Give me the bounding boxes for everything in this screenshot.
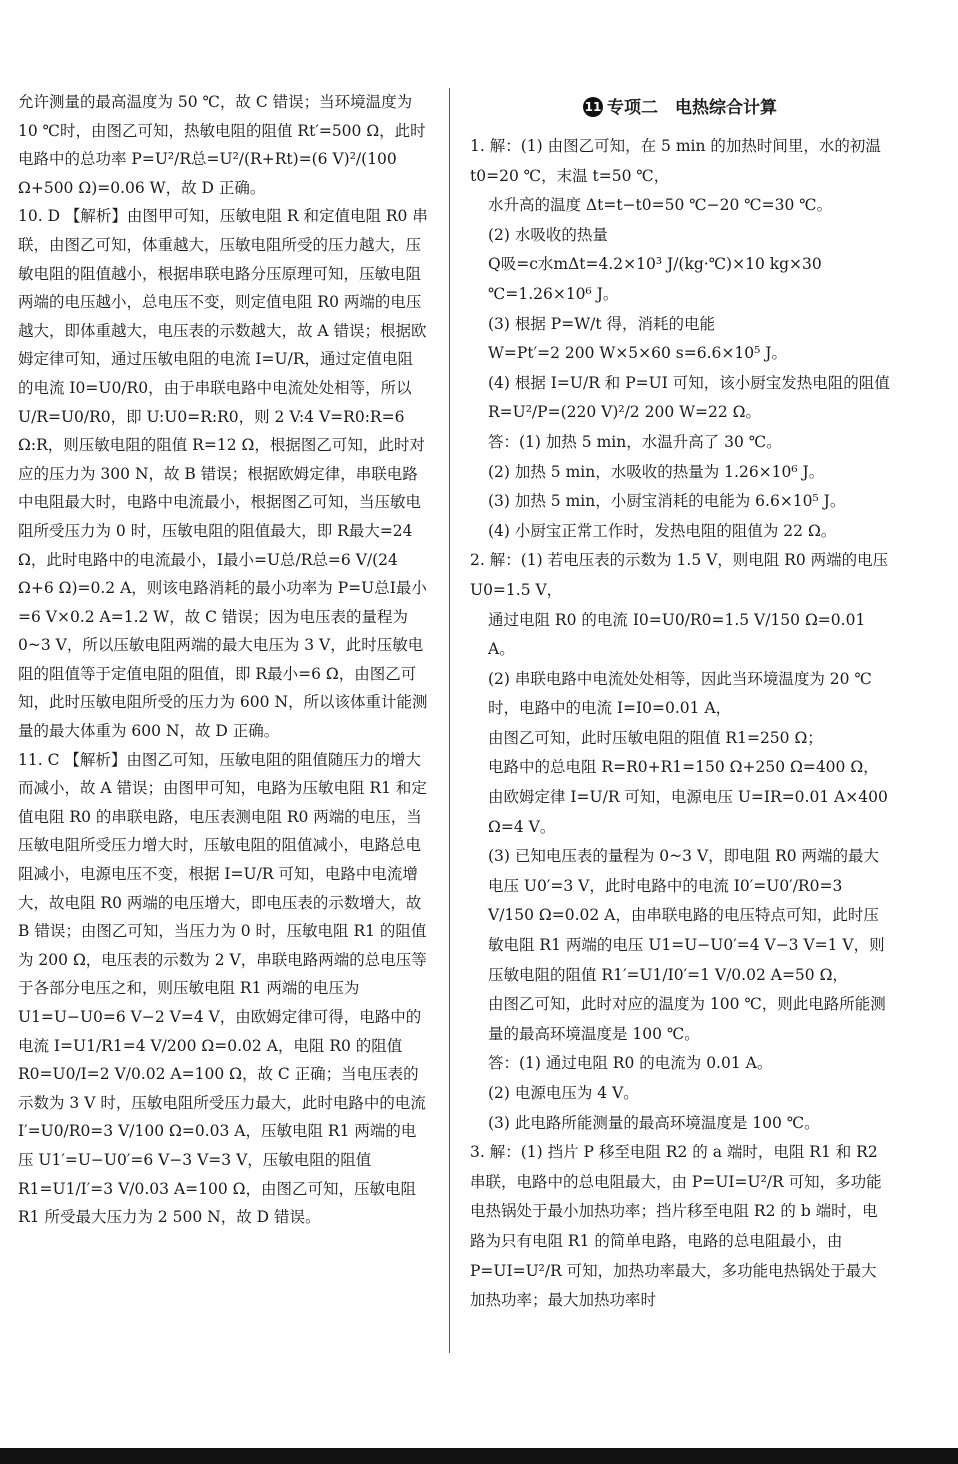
q2-answer: (3) 此电路所能测量的最高环境温度是 100 ℃。: [488, 1113, 820, 1132]
q2-answer: 答：(1) 通过电阻 R0 的电流为 0.01 A。: [488, 1054, 773, 1073]
q2-line: (3) 已知电压表的量程为 0~3 V，即电阻 R0 两端的最大电压 U0′=3 V，此时电路中的电流 I0′=U0′/R0=3 V/150 Ω=0.02 A，由串联电路的电压特点可知，此时压敏电阻 R1 两端的电压 U1=U−U0′=4 V−3 V=1 V，则压敏电阻的阻值 R1′=U1/I0′=1 V/0.02 A=50 Ω，: [488, 847, 885, 984]
q2-answer: (2) 电源电压为 4 V。: [488, 1084, 639, 1102]
q2-line: 电路中的总电阻 R=R0+R1=150 Ω+250 Ω=400 Ω，: [488, 758, 879, 777]
left-column: [18, 88, 428, 1232]
answer-11: 11. C 【解析】由图乙可知，压敏电阻的阻值随压力的增大而减小，故 A 错误；由图甲可知，电路为压敏电阻 R1 和定值电阻 R0 的串联电路，电压表测电阻 R0 两端的电压，当压敏电阻所受压力增大时，压敏电阻的阻值减小，电路总电阻减小，电源电压不变，根据 I=U/R 可知，电路中电流增大，故电阻 R0 两端的电压增大，即电压表的示数增大，故 B 错误；由图乙可知，当压力为 0 时，压敏电阻 R1 的阻值为 200 Ω，电压表的示数为 2 V，串联电路两端的总电压等于各部分电压之和，则压敏电阻 R1 两端的电压为 U1=U−U0=6 V−2 V=4 V，由欧姆定律可得，电路中的电流 I=U1/R1=4 V/200 Ω=0.02 A，电阻 R0 的阻值 R0=U0/I=2 V/0.02 A=100 Ω，故 C 正确；当电压表的示数为 3 V 时，压敏电阻所受压力最大，此时电路中的电流 I′=U0/R0=3 V/100 Ω=0.03 A，压敏电阻 R1 两端的电压 U1′=U−U0′=6 V−3 V=3 V，压敏电阻的阻值 R1=U1/I′=3 V/0.03 A=100 Ω，由图乙可知，压敏电阻 R1 所受最大压力为 2 500 N，故 D 错误。: [18, 750, 427, 1227]
page-bottom-edge: [0, 1448, 958, 1464]
q1-answer: (4) 小厨宝正常工作时，发热电阻的阻值为 22 Ω。: [488, 521, 837, 540]
q1-line: (4) 根据 I=U/R 和 P=UI 可知，该小厨宝发热电阻的阻值: [488, 373, 890, 392]
q1-line: (3) 根据 P=W/t 得，消耗的电能: [488, 314, 716, 333]
q1-line: 水升高的温度 Δt=t−t0=50 ℃−20 ℃=30 ℃。: [488, 196, 833, 215]
q1-answer: 答：(1) 加热 5 min，水温升高了 30 ℃。: [488, 432, 782, 451]
q1-answer: (2) 加热 5 min，水吸收的热量为 1.26×10⁶ J。: [488, 462, 825, 481]
q2-line: 通过电阻 R0 的电流 I0=U0/R0=1.5 V/150 Ω=0.01 A。: [488, 610, 866, 659]
para-cont: 允许测量的最高温度为 50 ℃，故 C 错误；当环境温度为 10 ℃时，由图乙可知，热敏电阻的阻值 Rt′=500 Ω，此时电路中的总功率 P=U²/R总=U²/(R+Rt)=(6 V)²/(100 Ω+500 Ω)=0.06 W，故 D 正确。: [18, 93, 426, 197]
q1-line: Q吸=c水mΔt=4.2×10³ J/(kg·℃)×10 kg×30 ℃=1.26×10⁶ J。: [488, 255, 822, 303]
section-title: [470, 88, 890, 128]
q3-line: 3. 解：(1) 挡片 P 移至电阻 R2 的 a 端时，电阻 R1 和 R2 串联，电路中的总电阻最大，由 P=UI=U²/R 可知，多功能电热锅处于最小加热功率；挡片移至电阻 R2 的 b 端时，电路为只有电阻 R1 的简单电路，电路的总电阻最小，由 P=UI=U²/R 可知，加热功率最大，多功能电热锅处于最大加热功率；最大加热功率时: [470, 1143, 882, 1310]
right-column: [470, 88, 890, 1316]
q1-line: W=Pt′=2 200 W×5×60 s=6.6×10⁵ J。: [488, 344, 787, 363]
q2-line: 由欧姆定律 I=U/R 可知，电源电压 U=IR=0.01 A×400 Ω=4 V。: [488, 788, 888, 836]
q1-line: (2) 水吸收的热量: [488, 225, 608, 244]
answer-10: 10. D 【解析】由图甲可知，压敏电阻 R 和定值电阻 R0 串联，由图乙可知，体重越大，压敏电阻所受的压力越大，压敏电阻的阻值越小，根据串联电路分压原理可知，压敏电阻两端的电压越小，总电压不变，则定值电阻 R0 两端的电压越大，即体重越大，电压表的示数越大，故 A 错误；根据欧姆定律可知，通过压敏电阻的电流 I=U/R，通过定值电阻的电流 I0=U0/R0，由于串联电路中电流处处相等，所以 U/R=U0/R0，即 U:U0=R:R0，则 2 V:4 V=R0:R=6 Ω:R，则压敏电阻的阻值 R=12 Ω，根据图乙可知，此时对应的压力为 300 N，故 B 错误；根据欧姆定律，串联电路中电阻最大时，电路中电流最小，根据图乙可知，当压敏电阻所受压力为 0 时，压敏电阻的阻值最大，即 R最大=24 Ω，此时电路中的电流最小，I最小=U总/R总=6 V/(24 Ω+6 Ω)=0.2 A，则该电路消耗的最小功率为 P=U总I最小=6 V×0.2 A=1.2 W，故 C 错误；因为电压表的量程为 0~3 V，所以压敏电阻两端的最大电压为 3 V，此时压敏电阻的阻值等于定值电阻的阻值，即 R最小=6 Ω，由图乙可知，此时压敏电阻所受的压力为 600 N，所以该体重计能测量的最大体重为 600 N，故 D 正确。: [18, 207, 428, 741]
q2-line: 由图乙可知，此时压敏电阻的阻值 R1=250 Ω；: [488, 728, 823, 747]
q2-line: 2. 解：(1) 若电压表的示数为 1.5 V，则电阻 R0 两端的电压 U0=1.5 V，: [470, 551, 889, 599]
section-title-text: 专项二 电热综合计算: [607, 98, 777, 118]
q1-line: 1. 解：(1) 由图乙可知，在 5 min 的加热时间里，水的初温 t0=20 ℃，末温 t=50 ℃，: [470, 137, 881, 185]
section-badge: 11: [583, 97, 603, 117]
q2-line: (2) 串联电路中电流处处相等，因此当环境温度为 20 ℃时，电路中的电流 I=I0=0.01 A，: [488, 669, 872, 718]
column-divider: [449, 88, 450, 1353]
q2-line: 由图乙可知，此时对应的温度为 100 ℃，则此电路所能测量的最高环境温度是 100 ℃。: [488, 995, 886, 1043]
q1-line: R=U²/P=(220 V)²/2 200 W=22 Ω。: [488, 403, 762, 422]
q1-answer: (3) 加热 5 min，小厨宝消耗的电能为 6.6×10⁵ J。: [488, 492, 846, 511]
